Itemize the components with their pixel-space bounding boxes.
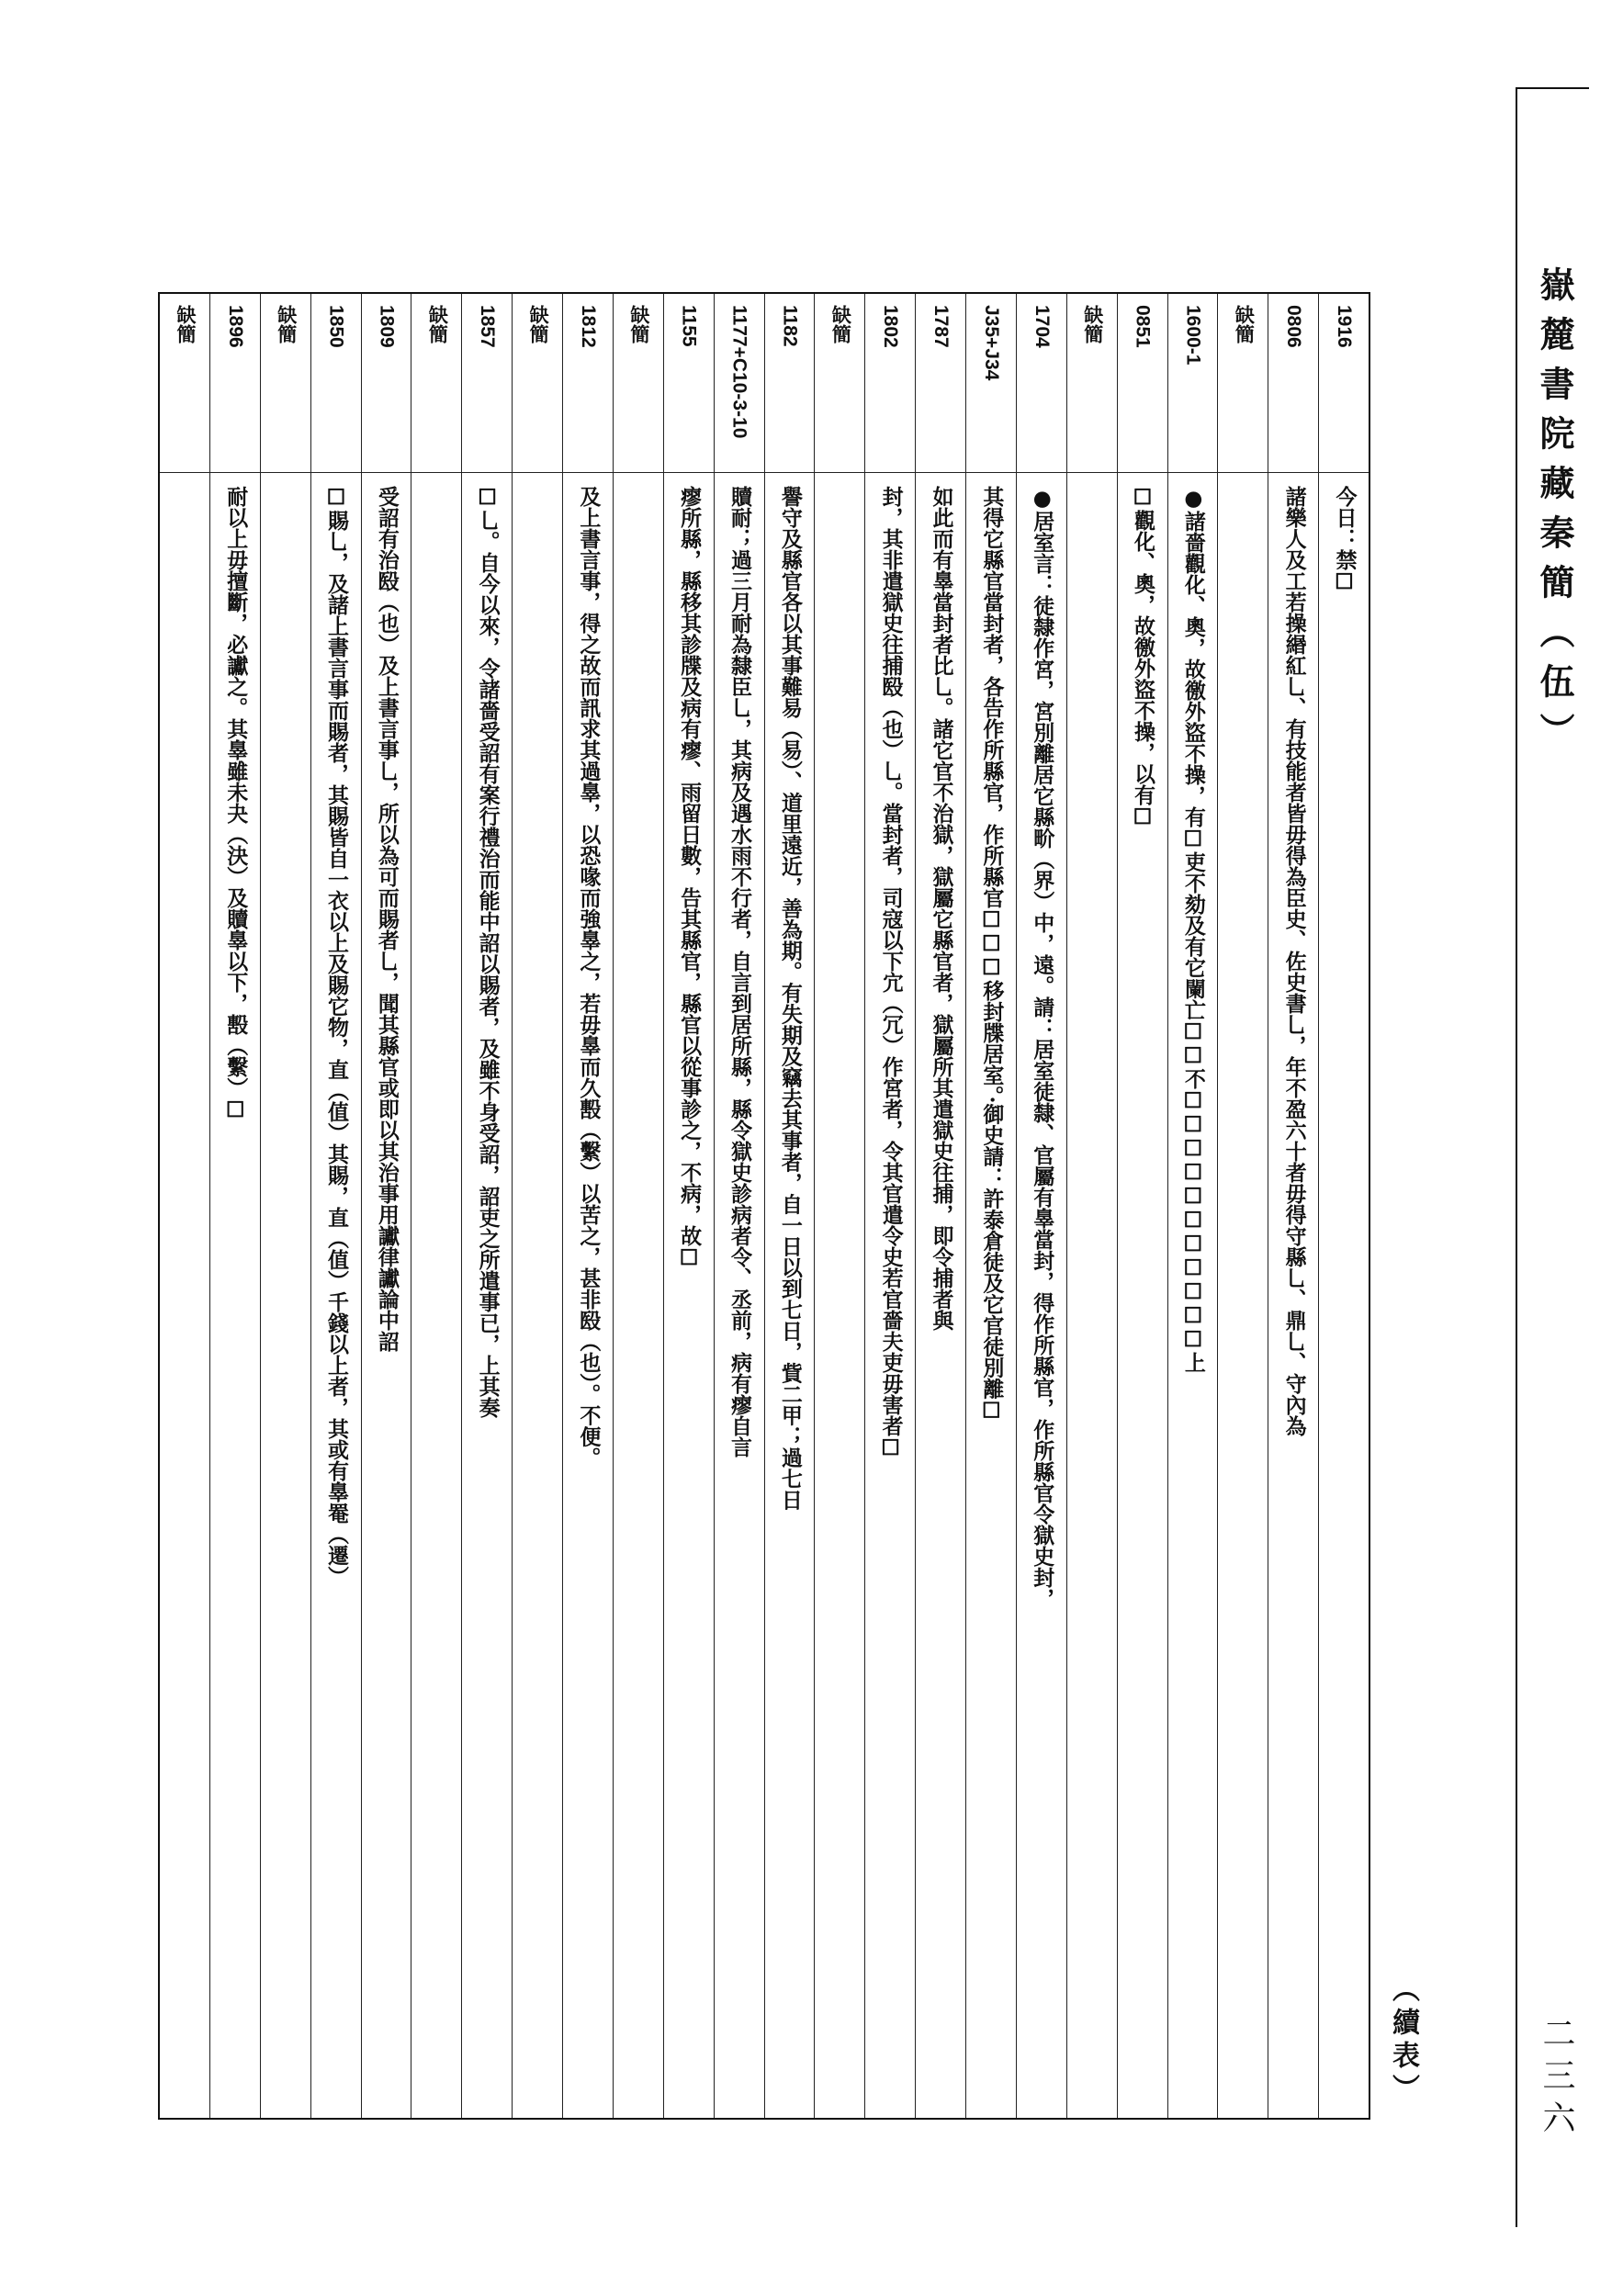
strip-number-cell: 缺簡	[614, 294, 663, 473]
strip-text-cell: 諸樂人及工若操緡紅乚、有技能者皆毋得為臣史、佐史書乚，年不盈六十者毋得守縣乚、鼎乚、守內為	[1281, 486, 1307, 1436]
strip-number-cell: 1600-1	[1168, 294, 1218, 473]
margin-rule-top	[1516, 87, 1589, 89]
strip-table	[158, 292, 1370, 2120]
table-row	[361, 294, 411, 2118]
margin-rule	[1516, 87, 1517, 2227]
table-row	[613, 294, 663, 2118]
strip-text-cell: ☐乚。自今以來，令諸嗇受詔有案行禮治而能中詔以賜者，及雖不身受詔，詔吏之所遣事已，上其奏	[475, 486, 501, 1418]
strip-number-cell: 缺簡	[513, 294, 562, 473]
strip-text-cell	[815, 473, 864, 2118]
strip-text-cell	[1067, 473, 1117, 2118]
strip-text-cell: 其得它縣官當封者，各告作所縣官，作所縣官☐☐☐移封牒居室。·御史請：許泰倉徒及它官徒別離☐	[979, 486, 1005, 1424]
table-row	[461, 294, 512, 2118]
strip-text-cell	[411, 473, 461, 2118]
table-row	[512, 294, 562, 2118]
strip-number-cell: 缺簡	[815, 294, 864, 473]
strip-number-cell: 0851	[1118, 294, 1167, 473]
table-row	[160, 294, 209, 2118]
strip-number-cell: 1896	[210, 294, 260, 473]
table-row	[915, 294, 965, 2118]
strip-text-cell: 今日：禁☐	[1332, 486, 1358, 594]
table-row	[411, 294, 461, 2118]
strip-number-cell: 1916	[1319, 294, 1369, 473]
strip-text-cell: ☐觀化、奧，故徼外盜不操，以有☐	[1130, 486, 1155, 829]
strip-text-cell: ●居室言：徒隸作宮，宮別離居它縣畍（界）中，遠。請：居室徒隸、官屬有辠當封，得作所縣官，作所縣官令獄史封，	[1030, 486, 1055, 1609]
table-row	[814, 294, 864, 2118]
strip-text-cell: 瘳所縣，縣移其診牒及病有瘳、雨留日數，告其縣官，縣官以從事診之，不病，故☐	[677, 486, 703, 1270]
table-row	[562, 294, 613, 2118]
strip-number-cell: 1857	[462, 294, 512, 473]
table-row	[663, 294, 714, 2118]
strip-number-cell: 1704	[1017, 294, 1066, 473]
strip-text-cell	[261, 473, 310, 2118]
strip-number-cell: 0806	[1268, 294, 1318, 473]
strip-number-cell: 1182	[765, 294, 815, 473]
strip-text-cell: 譽守及縣官各以其事難易（易）、道里遠近，善為期。有失期及竊去其事者，自一日以到七日，貲二甲；過七日	[777, 486, 803, 1511]
strip-number-cell: 1177+C10-3-10	[715, 294, 764, 473]
strip-number-cell: J35+J34	[966, 294, 1016, 473]
strip-number-cell: 缺簡	[160, 294, 209, 473]
strip-number-cell: 缺簡	[1218, 294, 1268, 473]
strip-text-cell: 封，其非遣獄史往捕殹（也）乚。當封者，司寇以下宂（冗）作宮者，令其官遣令史若官嗇夫吏毋害者☐	[878, 486, 904, 1460]
table-row	[714, 294, 764, 2118]
strip-number-cell: 缺簡	[411, 294, 461, 473]
table-row	[1016, 294, 1066, 2118]
table-row	[764, 294, 815, 2118]
strip-text-cell: ●諸嗇觀化、奧，故徼外盜不操，有☐吏不劾及有它闌亡☐☐不☐☐☐☐☐☐☐☐☐☐☐上	[1180, 486, 1206, 1373]
strip-text-cell	[614, 473, 663, 2118]
table-row	[1167, 294, 1218, 2118]
table-row	[864, 294, 915, 2118]
strip-text-cell: 如此而有辠當封者比乚。諸它官不治獄，獄屬它縣官者，獄屬所其遣獄史往捕，即令捕者與	[929, 486, 954, 1331]
table-row	[209, 294, 260, 2118]
strip-text-cell: 及上書言事，得之故而訊求其過辠，以恐喙而強辠之，若毋辠而久毄（繫）以苦之，甚非殹（也）。不便。	[576, 486, 602, 1469]
strip-number-cell: 缺簡	[261, 294, 310, 473]
strip-number-cell: 1155	[664, 294, 714, 473]
strip-text-cell	[160, 473, 209, 2118]
table-row	[1268, 294, 1318, 2118]
strip-number-cell: 缺簡	[1067, 294, 1117, 473]
strip-number-cell: 1809	[362, 294, 411, 473]
strip-text-cell	[513, 473, 562, 2118]
strip-number-cell: 1802	[865, 294, 915, 473]
strip-text-cell: 受詔有治殹（也）及上書言事乚，所以為可而賜者乚，聞其縣官或即以其治事用讞律讞論中詔	[374, 486, 400, 1352]
strip-text-cell	[1218, 473, 1268, 2118]
continued-label: （續表）	[1387, 1975, 1419, 2107]
strip-text-cell: 贖耐；過三月耐為隸臣乚，其病及遇水雨不行者，自言到居所縣，縣令獄史診病者令、丞前，病有瘳自言	[727, 486, 752, 1458]
table-row	[1117, 294, 1167, 2118]
book-title: 嶽麓書院藏秦簡（伍）	[1534, 266, 1575, 762]
strip-number-cell: 1787	[916, 294, 965, 473]
table-row	[1217, 294, 1268, 2118]
strip-number-cell: 1812	[563, 294, 613, 473]
strip-number-cell: 1850	[311, 294, 361, 473]
strip-text-cell: ☐賜乚，及諸上書言事而賜者，其賜皆自一衣以上及賜它物，直（值）其賜，直（值）千錢以上者，其或有辠罨（遷）	[323, 486, 349, 1587]
table-row	[310, 294, 361, 2118]
table-row	[260, 294, 310, 2118]
table-row	[1318, 294, 1369, 2118]
table-row	[1066, 294, 1117, 2118]
page-number: 二三六	[1538, 2016, 1575, 2143]
strip-text-cell: 耐以上毋擅斷，必讞之。其辠雖未夬（決）及贖辠以下，毄（繫）☐	[223, 486, 249, 1122]
table-row	[965, 294, 1016, 2118]
